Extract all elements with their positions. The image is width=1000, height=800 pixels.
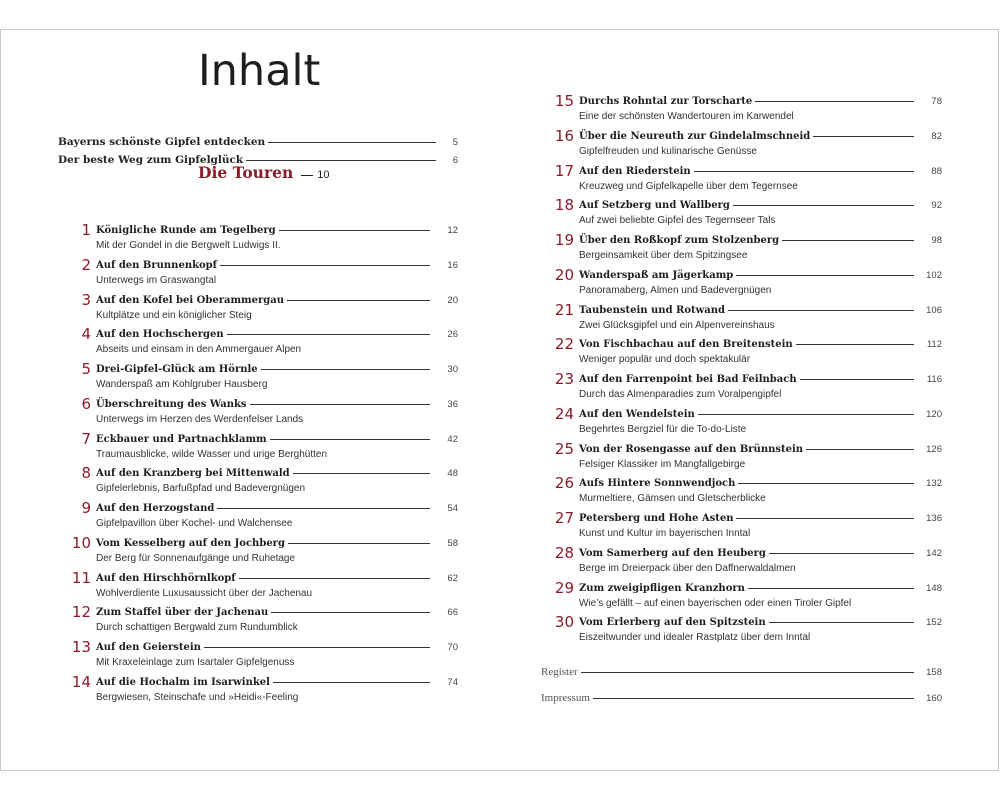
tour-title: Auf den Brunnenkopf — [96, 259, 217, 271]
leader-line — [738, 483, 914, 484]
tour-entry — [58, 394, 458, 429]
tour-title-row — [579, 270, 942, 281]
tour-entry — [541, 335, 942, 369]
tour-title-row — [96, 642, 458, 653]
tour-number: 12 — [71, 603, 91, 622]
tour-entry — [58, 464, 458, 498]
leader-line — [288, 543, 430, 544]
tour-title-row — [579, 235, 942, 246]
tour-subtitle: Mit der Gondel in die Bergwelt Ludwigs II. — [96, 240, 281, 251]
tour-title-row — [579, 374, 942, 385]
tour-title-row — [96, 399, 458, 410]
tour-title-row — [96, 573, 458, 584]
back-matter-title: Register — [541, 666, 578, 678]
leader-line — [581, 672, 914, 673]
page-number: 126 — [926, 443, 942, 455]
tour-title: Auf den Herzogstand — [96, 503, 215, 514]
tour-entry — [58, 533, 458, 568]
leader-line — [271, 612, 430, 613]
tour-title-row — [579, 409, 942, 420]
tour-entry — [541, 370, 942, 404]
leader-line — [261, 369, 430, 370]
leader-line — [694, 171, 914, 172]
tour-title: Auf den Kofel bei Oberammergau — [96, 294, 284, 306]
tour-number: 30 — [554, 613, 574, 632]
tour-entry — [58, 568, 458, 603]
tour-title-row — [96, 295, 458, 306]
tour-number: 7 — [81, 429, 91, 448]
tour-title: Auf den Riederstein — [579, 165, 691, 177]
tour-subtitle: Bergwiesen, Steinschafe und »Heidi«-Feeling — [96, 691, 299, 703]
tour-number: 8 — [81, 464, 91, 483]
page-number: 160 — [926, 693, 942, 704]
tour-title-row — [579, 200, 942, 211]
tour-subtitle: Bergeinsamkeit über dem Spitzingsee — [579, 250, 748, 261]
tour-title: Auf den Geierstein — [96, 642, 201, 653]
page-number: 152 — [926, 617, 942, 629]
tour-entry — [58, 603, 458, 637]
leader-line — [220, 265, 430, 266]
tour-subtitle: Wie’s gefällt – auf einen bayerischen oder einen Tiroler Gipfel — [579, 597, 852, 609]
leader-line — [800, 379, 914, 380]
page-number: 102 — [926, 269, 942, 281]
tour-number: 27 — [554, 509, 574, 527]
page-number: 62 — [447, 572, 458, 584]
tour-entry — [58, 672, 458, 707]
leader-line — [748, 588, 914, 589]
tour-title-row — [579, 96, 942, 107]
tour-title: Vom Erlerberg auf den Spitzstein — [579, 617, 766, 629]
page-number: 98 — [931, 235, 942, 246]
section-rule — [301, 175, 313, 176]
tour-entry — [541, 404, 942, 439]
tour-number: 24 — [554, 404, 574, 423]
tour-entry — [58, 325, 458, 359]
tour-title-row — [96, 503, 458, 514]
tour-title: Eckbauer und Partnachklamm — [96, 433, 267, 445]
tour-entry — [58, 255, 458, 290]
tour-subtitle: Eiszeitwunder und idealer Rastplatz über dem Inntal — [579, 632, 811, 644]
tour-entry — [58, 290, 458, 325]
page-number: 42 — [447, 433, 458, 445]
tour-title-row — [96, 260, 458, 271]
page-number: 26 — [447, 329, 458, 341]
tour-subtitle: Gipfelerlebnis, Barfußpfad und Badevergnügen — [96, 483, 306, 495]
tour-entry — [541, 543, 942, 578]
tour-subtitle: Durch schattigen Bergwald zum Rundumblick — [96, 622, 298, 634]
tour-title-row — [579, 444, 942, 455]
leader-line — [736, 275, 914, 276]
leader-line — [755, 101, 914, 102]
tour-subtitle: Der Berg für Sonnenaufgänge und Ruhetage — [96, 552, 296, 564]
tour-entry — [58, 429, 458, 464]
tour-entry — [541, 613, 942, 647]
page-number: 74 — [447, 676, 458, 688]
tour-number: 16 — [554, 126, 574, 145]
page-number: 136 — [926, 513, 942, 524]
tour-entry — [541, 231, 942, 265]
tour-title: Überschreitung des Wanks — [96, 398, 247, 410]
tour-title: Von der Rosengasse auf den Brünnstein — [579, 443, 804, 455]
back-matter-entry — [541, 666, 942, 678]
page-number: 88 — [931, 165, 942, 177]
intro-title: Der beste Weg zum Gipfelglück — [58, 154, 244, 166]
tour-subtitle: Weniger populär und doch spektakulär — [579, 354, 751, 366]
leader-line — [806, 449, 914, 450]
tour-entry — [58, 221, 458, 255]
tour-title: Auf die Hochalm im Isarwinkel — [96, 676, 270, 688]
page-number: 16 — [447, 259, 458, 271]
tour-entry — [541, 161, 942, 196]
tour-subtitle: Abseits und einsam in den Ammergauer Alpen — [96, 344, 302, 356]
page-number: 116 — [926, 374, 942, 385]
tour-number: 13 — [71, 638, 91, 656]
tour-number: 15 — [554, 92, 574, 110]
tour-title-row — [96, 329, 458, 340]
tour-entry — [541, 196, 942, 230]
page-number: 148 — [926, 582, 942, 594]
page-number: 20 — [447, 294, 458, 306]
page-number: 82 — [931, 130, 942, 142]
tour-title-row — [96, 225, 458, 236]
tour-title-row — [579, 131, 942, 142]
tour-subtitle: Durch das Almenparadies zum Voralpengipfel — [579, 389, 782, 400]
leader-line — [736, 518, 914, 519]
tour-title-row — [579, 513, 942, 524]
tour-entry — [58, 360, 458, 394]
tour-entry — [541, 265, 942, 300]
tour-number: 1 — [81, 221, 91, 239]
tour-subtitle: Kultplätze und ein königlicher Steig — [96, 309, 252, 321]
page-number: 70 — [447, 642, 458, 653]
tour-title: Über die Neureuth zur Gindelalmschneid — [579, 130, 811, 142]
tour-number: 14 — [71, 672, 91, 691]
tour-number: 21 — [554, 300, 574, 319]
page-number: 5 — [452, 137, 458, 148]
tour-subtitle: Felsiger Klassiker im Mangfallgebirge — [579, 458, 746, 470]
intro-entry — [58, 136, 458, 152]
tour-entry — [58, 499, 458, 533]
section-title: Die Touren — [198, 163, 294, 182]
tour-subtitle: Gipfelfreuden und kulinarische Genüsse — [579, 145, 757, 157]
leader-line — [698, 414, 914, 415]
section-page: 10 — [317, 169, 330, 181]
leader-line — [782, 240, 914, 241]
page-number: 106 — [926, 304, 942, 316]
tour-entry — [541, 92, 942, 126]
back-matter-title: Impressum — [541, 692, 590, 704]
tour-title: Aufs Hintere Sonnwendjoch — [579, 478, 736, 490]
page-number: 48 — [447, 468, 458, 480]
leader-line — [250, 404, 430, 405]
tour-entry — [541, 439, 942, 474]
tour-title-row — [96, 434, 458, 445]
leader-line — [769, 553, 914, 554]
leader-line — [246, 160, 436, 161]
leader-line — [593, 698, 914, 699]
tour-number: 9 — [81, 499, 91, 517]
leader-line — [227, 334, 430, 335]
tour-title: Auf den Farrenpoint bei Bad Feilnbach — [579, 374, 797, 385]
tour-title-row — [96, 364, 458, 375]
tour-entry — [541, 126, 942, 161]
tour-title-row — [96, 677, 458, 688]
intro-title: Bayerns schönste Gipfel entdecken — [58, 136, 266, 148]
leader-line — [204, 647, 430, 648]
tour-entry — [541, 474, 942, 508]
tour-title: Auf den Kranzberg bei Mittenwald — [96, 468, 290, 480]
tour-number: 20 — [554, 265, 574, 284]
leader-line — [293, 473, 430, 474]
tour-title-row — [96, 468, 458, 479]
tour-subtitle: Mit Kraxeleinlage zum Isartaler Gipfelgenuss — [96, 657, 295, 668]
page-number: 132 — [926, 478, 942, 490]
tour-number: 29 — [554, 578, 574, 597]
tour-title: Vom Samerberg auf den Heuberg — [579, 547, 766, 559]
tour-title: Über den Roßkopf zum Stolzenberg — [579, 235, 780, 246]
page-number: 6 — [452, 155, 458, 166]
tour-title-row — [579, 548, 942, 559]
tour-subtitle: Unterwegs im Graswangtal — [96, 274, 217, 286]
tour-number: 10 — [71, 533, 91, 552]
tour-number: 23 — [554, 370, 574, 388]
tour-subtitle: Gipfelpavillon über Kochel- und Walchensee — [96, 518, 293, 529]
leader-line — [270, 439, 430, 440]
tour-number: 17 — [554, 161, 574, 180]
tour-subtitle: Unterwegs im Herzen des Werdenfelser Lands — [96, 413, 304, 425]
tour-number: 28 — [554, 543, 574, 562]
page-number: 92 — [931, 200, 942, 212]
tour-subtitle: Kunst und Kultur im bayerischen Inntal — [579, 528, 751, 539]
leader-line — [728, 310, 914, 311]
tour-number: 5 — [81, 360, 91, 378]
tour-subtitle: Traumausblicke, wilde Wasser und urige Berghütten — [96, 448, 328, 460]
tour-number: 26 — [554, 474, 574, 493]
page-number: 66 — [447, 607, 458, 619]
page-number: 36 — [447, 398, 458, 410]
tour-subtitle: Begehrtes Bergziel für die To-do-Liste — [579, 423, 747, 435]
tour-subtitle: Eine der schönsten Wandertouren im Karwendel — [579, 111, 794, 122]
tour-number: 22 — [554, 335, 574, 354]
tour-title: Auf Setzberg und Wallberg — [579, 200, 730, 212]
tour-title: Durchs Rohntal zur Torscharte — [579, 96, 753, 107]
tour-title: Zum Staffel über der Jachenau — [96, 607, 269, 619]
page-number: 58 — [447, 537, 458, 549]
tour-entry — [541, 300, 942, 335]
tour-number: 4 — [81, 325, 91, 344]
page-number: 12 — [447, 225, 458, 236]
page-number: 54 — [447, 503, 458, 514]
tour-entry — [541, 578, 942, 613]
tour-subtitle: Berge im Dreierpack über den Daffnerwaldalmen — [579, 562, 796, 574]
tour-title-row — [579, 617, 942, 628]
tour-number: 25 — [554, 439, 574, 458]
tour-title-row — [579, 583, 942, 594]
tour-subtitle: Auf zwei beliebte Gipfel des Tegernseer Tals — [579, 215, 776, 227]
tour-number: 6 — [81, 394, 91, 413]
leader-line — [769, 622, 914, 623]
tour-title: Zum zweigipfligen Kranzhorn — [579, 582, 745, 594]
tour-title: Auf den Hochschergen — [96, 329, 224, 341]
tour-subtitle: Wohlverdiente Luxusaussicht über der Jachenau — [96, 587, 313, 599]
tour-title-row — [579, 339, 942, 350]
page-number: 120 — [926, 408, 942, 420]
tour-title-row — [96, 607, 458, 618]
page-number: 30 — [447, 364, 458, 375]
tour-title: Vom Kesselberg auf den Jochberg — [96, 537, 285, 549]
tour-number: 2 — [81, 255, 91, 274]
leader-line — [273, 682, 430, 683]
tour-title: Petersberg und Hohe Asten — [579, 513, 734, 524]
tour-title: Drei-Gipfel-Glück am Hörnle — [96, 364, 258, 375]
back-matter-entry — [541, 692, 942, 704]
leader-line — [217, 508, 430, 509]
tour-title: Auf den Wendelstein — [579, 408, 695, 420]
section-heading — [198, 163, 330, 182]
leader-line — [733, 205, 914, 206]
leader-line — [287, 300, 430, 301]
tour-subtitle: Zwei Glücksgipfel und ein Alpenvereinshaus — [579, 319, 775, 331]
leader-line — [279, 230, 430, 231]
page-title: Inhalt — [198, 46, 321, 96]
tour-number: 18 — [554, 196, 574, 215]
tour-subtitle: Kreuzweg und Gipfelkapelle über dem Tegernsee — [579, 180, 798, 192]
leader-line — [813, 136, 914, 137]
tour-title-row — [96, 538, 458, 549]
tour-title: Taubenstein und Rotwand — [579, 304, 725, 316]
tour-title-row — [579, 478, 942, 489]
tour-subtitle: Murmeltiere, Gämsen und Gletscherblicke — [579, 493, 766, 505]
tour-entry — [541, 509, 942, 543]
tour-title-row — [579, 166, 942, 177]
tour-title: Von Fischbachau auf den Breitenstein — [579, 339, 793, 351]
leader-line — [268, 142, 436, 143]
tour-entry — [58, 638, 458, 672]
leader-line — [796, 344, 914, 345]
tour-number: 3 — [81, 290, 91, 309]
leader-line — [239, 578, 430, 579]
tour-subtitle: Panoramaberg, Almen und Badevergnügen — [579, 284, 772, 296]
tour-title: Königliche Runde am Tegelberg — [96, 225, 276, 236]
tour-title: Auf den Hirschhörnlkopf — [96, 572, 236, 584]
tour-subtitle: Wanderspaß am Kohlgruber Hausberg — [96, 379, 268, 390]
page-number: 78 — [931, 96, 942, 107]
tour-title: Wanderspaß am Jägerkamp — [579, 269, 734, 281]
tour-title-row — [579, 305, 942, 316]
tour-number: 19 — [554, 231, 574, 249]
page-number: 158 — [926, 667, 942, 678]
page-number: 142 — [926, 547, 942, 559]
tour-number: 11 — [71, 568, 91, 587]
page-number: 112 — [926, 339, 942, 351]
